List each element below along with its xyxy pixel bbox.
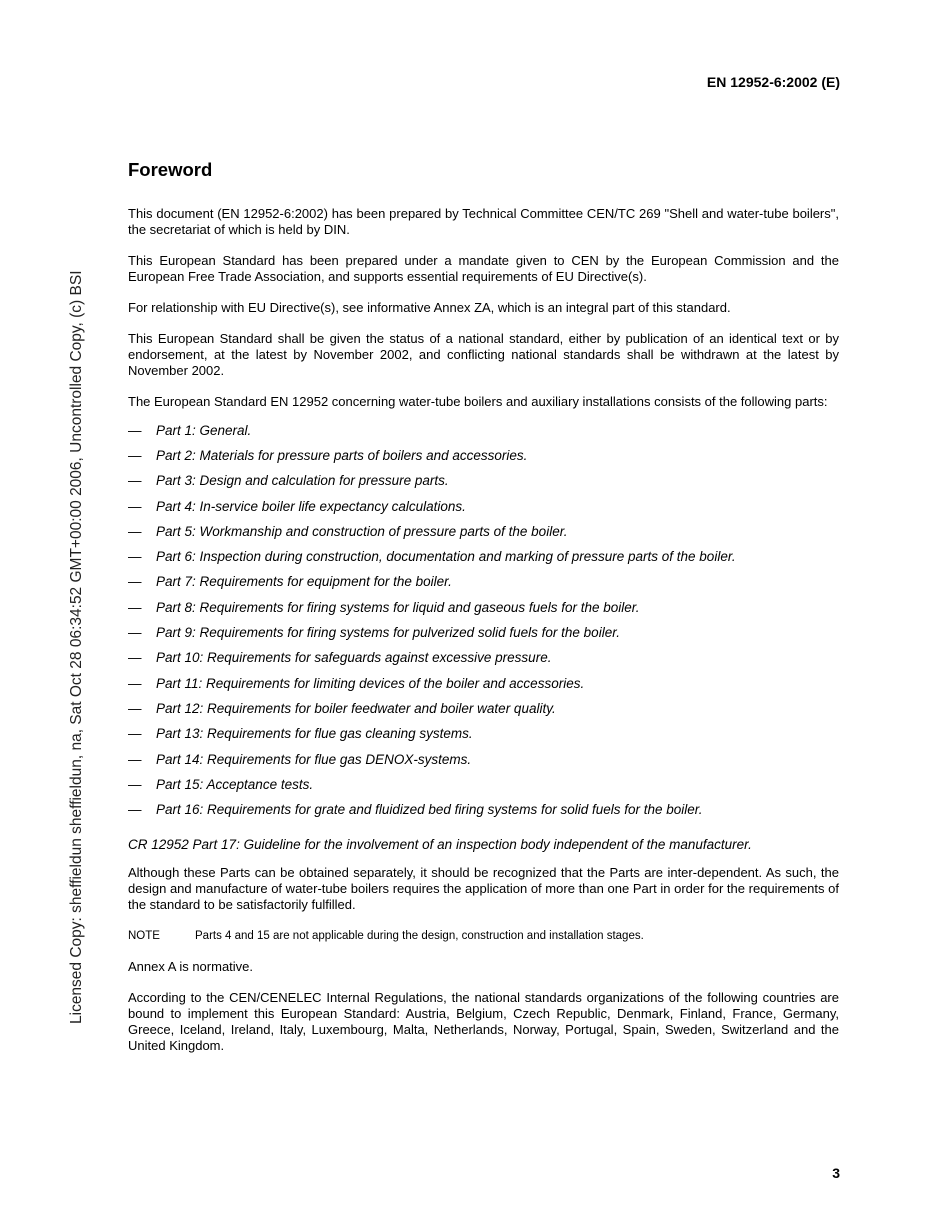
intro-paragraph: This European Standard has been prepared under a mandate given to CEN by the European Commission and the European Free Trade Association, and supports essential requirements of EU Directive(s). [128, 253, 839, 284]
part-text: Part 5: Workmanship and construction of pressure parts of the boiler. [156, 523, 568, 539]
list-dash: — [128, 599, 142, 615]
list-item [128, 519, 839, 544]
part-text: Part 9: Requirements for firing systems for pulverized solid fuels for the boiler. [156, 625, 620, 641]
intro-paragraph: For relationship with EU Directive(s), see informative Annex ZA, which is an integral part of this standard. [128, 300, 731, 315]
closing-paragraph: According to the CEN/CENELEC Internal Regulations, the national standards organizations of the following countries are bound to implement this European Standard: Austria, Belgium, Czech Republic, Denmark, Finland, France, Germany, Greece, Iceland, Ireland, Italy, Luxembourg, Malta, Netherlands, Norway, Portugal, Spain, Sweden, Switzerland and the United Kingdom. [128, 989, 839, 1053]
part-text: Part 16: Requirements for grate and fluidized bed firing systems for solid fuels for the boiler. [156, 802, 703, 818]
list-item [128, 772, 839, 797]
part-text: Part 1: General. [156, 422, 252, 438]
list-item [128, 570, 839, 595]
page-number: 3 [832, 1165, 840, 1181]
list-dash: — [128, 549, 142, 565]
note-label: NOTE [128, 929, 160, 942]
part-text: Part 3: Design and calculation for pressure parts. [156, 473, 449, 489]
annex-paragraph: Annex A is normative. [128, 958, 254, 974]
list-dash: — [128, 726, 142, 742]
list-item [128, 418, 839, 443]
list-item [128, 544, 839, 569]
list-dash: — [128, 523, 142, 539]
part-text: Part 6: Inspection during construction, documentation and marking of pressure parts of the boiler. [156, 549, 736, 565]
list-item [128, 747, 839, 772]
part-text: Part 10: Requirements for safeguards against excessive pressure. [156, 650, 552, 666]
list-dash: — [128, 776, 142, 792]
list-item [128, 646, 839, 671]
part-text: Part 4: In-service boiler life expectancy calculations. [156, 498, 466, 514]
part-text: Part 8: Requirements for firing systems for liquid and gaseous fuels for the boiler. [156, 599, 640, 615]
list-dash: — [128, 574, 142, 590]
list-item [128, 443, 839, 468]
list-dash: — [128, 675, 142, 691]
list-dash: — [128, 700, 142, 716]
page-content [128, 158, 839, 1069]
part-text: Part 12: Requirements for boiler feedwater and boiler water quality. [156, 700, 556, 716]
parts-interdependence-paragraph: Although these Parts can be obtained separately, it should be recognized that the Parts are inter-dependent. As such, the design and manufacture of water-tube boilers requires the application of more than one Part in order for the requirements of the standard to be satisfactorily fulfilled. [128, 864, 839, 912]
list-item [128, 797, 839, 822]
list-item [128, 671, 839, 696]
list-item [128, 469, 839, 494]
list-dash: — [128, 625, 142, 641]
note-text: Parts 4 and 15 are not applicable during the design, construction and installation stages. [195, 929, 644, 942]
part-text: Part 2: Materials for pressure parts of boilers and accessories. [156, 447, 528, 463]
list-dash: — [128, 650, 142, 666]
intro-paragraph: The European Standard EN 12952 concerning water-tube boilers and auxiliary installations consists of the following parts: [128, 394, 828, 409]
license-watermark: Licensed Copy: sheffieldun sheffieldun, na, Sat Oct 28 06:34:52 GMT+00:00 2006, Uncontrolled Copy, (c) BSI [68, 270, 85, 1024]
list-dash: — [128, 422, 142, 438]
list-dash: — [128, 802, 142, 818]
cr-part-17-line: CR 12952 Part 17: Guideline for the involvement of an inspection body independent of the manufacturer. [128, 836, 752, 852]
intro-paragraph: This document (EN 12952-6:2002) has been prepared by Technical Committee CEN/TC 269 "Shell and water-tube boilers", the secretariat of which is held by DIN. [128, 206, 839, 237]
note-block [128, 928, 839, 944]
list-dash: — [128, 447, 142, 463]
list-item [128, 494, 839, 519]
list-item [128, 696, 839, 721]
list-dash: — [128, 751, 142, 767]
parts-list [128, 418, 839, 823]
list-item [128, 722, 839, 747]
page-title: Foreword [128, 159, 213, 180]
part-text: Part 15: Acceptance tests. [156, 776, 314, 792]
list-dash: — [128, 498, 142, 514]
part-text: Part 11: Requirements for limiting devices of the boiler and accessories. [156, 675, 585, 691]
list-item [128, 620, 839, 645]
list-item [128, 595, 839, 620]
document-id-header: EN 12952-6:2002 (E) [706, 74, 840, 90]
part-text: Part 14: Requirements for flue gas DENOX-systems. [156, 751, 472, 767]
part-text: Part 7: Requirements for equipment for the boiler. [156, 574, 452, 590]
list-dash: — [128, 473, 142, 489]
intro-paragraph: This European Standard shall be given the status of a national standard, either by publication of an identical text or by endorsement, at the latest by November 2002, and conflicting national standards shall be withdrawn at the latest by November 2002. [128, 331, 839, 378]
part-text: Part 13: Requirements for flue gas cleaning systems. [156, 726, 473, 742]
